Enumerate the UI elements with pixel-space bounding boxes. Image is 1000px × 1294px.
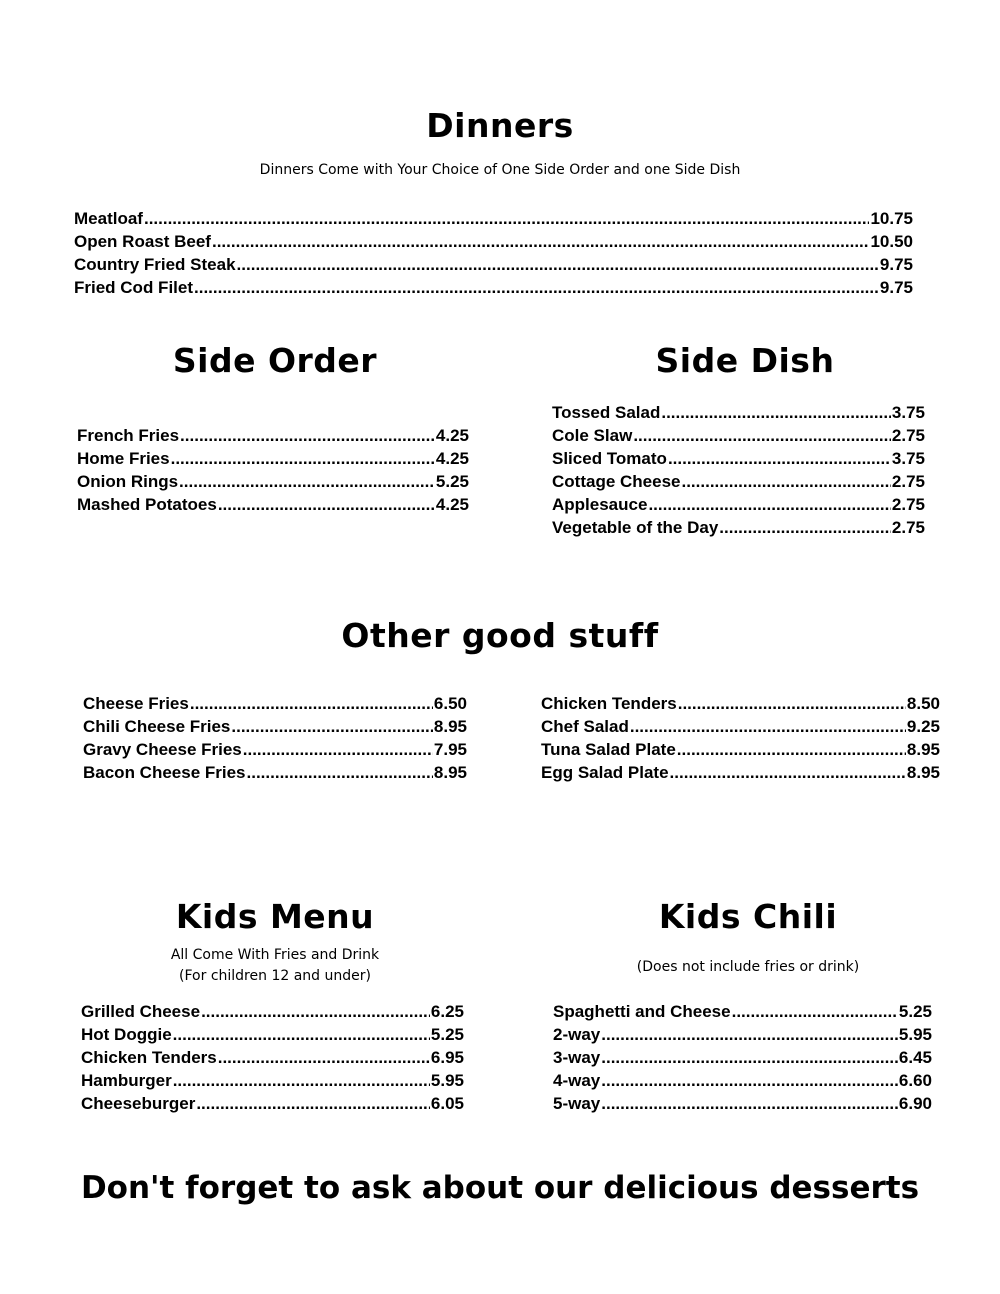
menu-item-price: 2.75 [891, 495, 925, 514]
menu-item [552, 401, 925, 424]
menu-item [83, 761, 467, 784]
menu-item [74, 207, 913, 230]
dot-leader [670, 761, 906, 784]
menu-item-price: 5.25 [430, 1025, 464, 1044]
menu-item-price: 8.50 [906, 694, 940, 713]
menu-item-price: 3.75 [891, 449, 925, 468]
menu-item-price: 3.75 [891, 403, 925, 422]
menu-item [553, 1092, 932, 1115]
menu-item [83, 715, 467, 738]
dot-leader [678, 692, 906, 715]
menu-item-price: 5.95 [430, 1071, 464, 1090]
menu-item [83, 738, 467, 761]
menu-item [552, 424, 925, 447]
menu-item-name: 4-way [553, 1071, 601, 1090]
menu-item-name: Hot Doggie [81, 1025, 172, 1044]
dot-leader [601, 1046, 898, 1069]
menu-item [541, 761, 940, 784]
menu-item-name: Gravy Cheese Fries [83, 740, 242, 759]
side-dish-title: Side Dish [655, 341, 835, 380]
side-dish-list [552, 401, 925, 539]
dot-leader [190, 692, 433, 715]
menu-item-name: Onion Rings [77, 472, 179, 491]
menu-item-price: 10.75 [870, 209, 913, 228]
menu-item-name: 2-way [553, 1025, 601, 1044]
menu-item [77, 470, 469, 493]
dot-leader [180, 424, 435, 447]
dinners-list [74, 207, 913, 299]
menu-item-price: 6.45 [898, 1048, 932, 1067]
dot-leader [601, 1069, 898, 1092]
menu-item-name: Sliced Tomato [552, 449, 667, 468]
menu-item-price: 4.25 [435, 495, 469, 514]
desserts-footer: Don't forget to ask about our delicious desserts [80, 1170, 920, 1206]
menu-item-name: Meatloaf [74, 209, 143, 228]
dot-leader [661, 401, 891, 424]
dinners-note: Dinners Come with Your Choice of One Side Order and one Side Dish [259, 162, 741, 178]
menu-item-name: Applesauce [552, 495, 648, 514]
menu-item-price: 6.05 [430, 1094, 464, 1113]
menu-item-price: 5.25 [435, 472, 469, 491]
menu-item [541, 738, 940, 761]
menu-item [541, 692, 940, 715]
menu-item-price: 2.75 [891, 472, 925, 491]
dot-leader [247, 761, 433, 784]
menu-item-name: Chef Salad [541, 717, 629, 736]
menu-item-price: 2.75 [891, 518, 925, 537]
menu-item-name: Open Roast Beef [74, 232, 211, 251]
menu-item-price: 6.95 [430, 1048, 464, 1067]
menu-item-name: Chili Cheese Fries [83, 717, 231, 736]
dot-leader [633, 424, 891, 447]
dot-leader [171, 447, 435, 470]
menu-item-price: 5.25 [898, 1002, 932, 1021]
menu-item-price: 6.90 [898, 1094, 932, 1113]
dot-leader [732, 1000, 898, 1023]
menu-item-name: Cole Slaw [552, 426, 633, 445]
menu-item [74, 276, 913, 299]
dot-leader [194, 276, 879, 299]
menu-item-price: 4.25 [435, 449, 469, 468]
menu-item-name: Spaghetti and Cheese [553, 1002, 731, 1021]
dot-leader [218, 493, 435, 516]
menu-item-price: 8.95 [433, 717, 467, 736]
kids-chili-note: (Does not include fries or drink) [636, 959, 860, 975]
menu-item [74, 253, 913, 276]
menu-item-price: 8.95 [433, 763, 467, 782]
menu-item-price: 7.95 [433, 740, 467, 759]
kids-menu-note-1: All Come With Fries and Drink [170, 947, 380, 963]
dot-leader [668, 447, 891, 470]
kids-menu-list [81, 1000, 464, 1115]
kids-menu-title: Kids Menu [175, 897, 375, 936]
kids-chili-list [553, 1000, 932, 1115]
menu-item-price: 9.75 [879, 255, 913, 274]
dot-leader [681, 470, 890, 493]
kids-menu-note-2: (For children 12 and under) [179, 968, 371, 984]
menu-item [74, 230, 913, 253]
menu-item [81, 1023, 464, 1046]
menu-item [552, 447, 925, 470]
menu-item-name: Bacon Cheese Fries [83, 763, 246, 782]
dot-leader [212, 230, 869, 253]
menu-item-name: French Fries [77, 426, 180, 445]
menu-item [553, 1000, 932, 1023]
menu-item [553, 1069, 932, 1092]
menu-item-name: Egg Salad Plate [541, 763, 669, 782]
menu-item-name: Fried Cod Filet [74, 278, 193, 297]
menu-item-price: 5.95 [898, 1025, 932, 1044]
menu-item-price: 4.25 [435, 426, 469, 445]
menu-item-name: Cheese Fries [83, 694, 189, 713]
menu-item-price: 6.25 [430, 1002, 464, 1021]
menu-item-name: Country Fried Steak [74, 255, 236, 274]
dot-leader [719, 516, 891, 539]
other-title: Other good stuff [341, 616, 659, 655]
menu-item-name: Mashed Potatoes [77, 495, 217, 514]
menu-item [81, 1000, 464, 1023]
menu-item-price: 9.25 [906, 717, 940, 736]
menu-item [81, 1092, 464, 1115]
other-right-list [541, 692, 940, 784]
menu-item [552, 516, 925, 539]
menu-item [77, 424, 469, 447]
dinners-title: Dinners [426, 106, 574, 145]
side-order-title: Side Order [172, 341, 378, 380]
menu-item-name: Tuna Salad Plate [541, 740, 676, 759]
menu-item-name: 5-way [553, 1094, 601, 1113]
dot-leader [243, 738, 433, 761]
dot-leader [677, 738, 906, 761]
dot-leader [218, 1046, 430, 1069]
menu-item-name: Tossed Salad [552, 403, 661, 422]
menu-item-name: 3-way [553, 1048, 601, 1067]
menu-item-name: Cottage Cheese [552, 472, 681, 491]
menu-item-name: Hamburger [81, 1071, 172, 1090]
menu-item-price: 8.95 [906, 740, 940, 759]
dot-leader [173, 1069, 430, 1092]
dot-leader [144, 207, 869, 230]
dot-leader [201, 1000, 430, 1023]
side-order-list [77, 424, 469, 516]
menu-item [541, 715, 940, 738]
menu-item-name: Grilled Cheese [81, 1002, 201, 1021]
menu-item-name: Cheeseburger [81, 1094, 196, 1113]
menu-item-price: 2.75 [891, 426, 925, 445]
menu-item [77, 447, 469, 470]
dot-leader [601, 1092, 898, 1115]
menu-item-price: 9.75 [879, 278, 913, 297]
menu-item [553, 1023, 932, 1046]
dot-leader [173, 1023, 430, 1046]
menu-item-name: Vegetable of the Day [552, 518, 719, 537]
dot-leader [648, 493, 890, 516]
menu-item [83, 692, 467, 715]
dot-leader [601, 1023, 898, 1046]
menu-item [553, 1046, 932, 1069]
menu-item-price: 6.50 [433, 694, 467, 713]
menu-item-price: 8.95 [906, 763, 940, 782]
menu-item-price: 6.60 [898, 1071, 932, 1090]
menu-item-price: 10.50 [870, 232, 913, 251]
dot-leader [196, 1092, 430, 1115]
menu-item [552, 470, 925, 493]
menu-item-name: Home Fries [77, 449, 170, 468]
menu-item [77, 493, 469, 516]
dot-leader [237, 253, 879, 276]
menu-item-name: Chicken Tenders [541, 694, 677, 713]
menu-item [81, 1046, 464, 1069]
dot-leader [179, 470, 435, 493]
dot-leader [231, 715, 433, 738]
menu-item [552, 493, 925, 516]
menu-item-name: Chicken Tenders [81, 1048, 217, 1067]
menu-item [81, 1069, 464, 1092]
dot-leader [630, 715, 906, 738]
kids-chili-title: Kids Chili [658, 897, 838, 936]
other-left-list [83, 692, 467, 784]
